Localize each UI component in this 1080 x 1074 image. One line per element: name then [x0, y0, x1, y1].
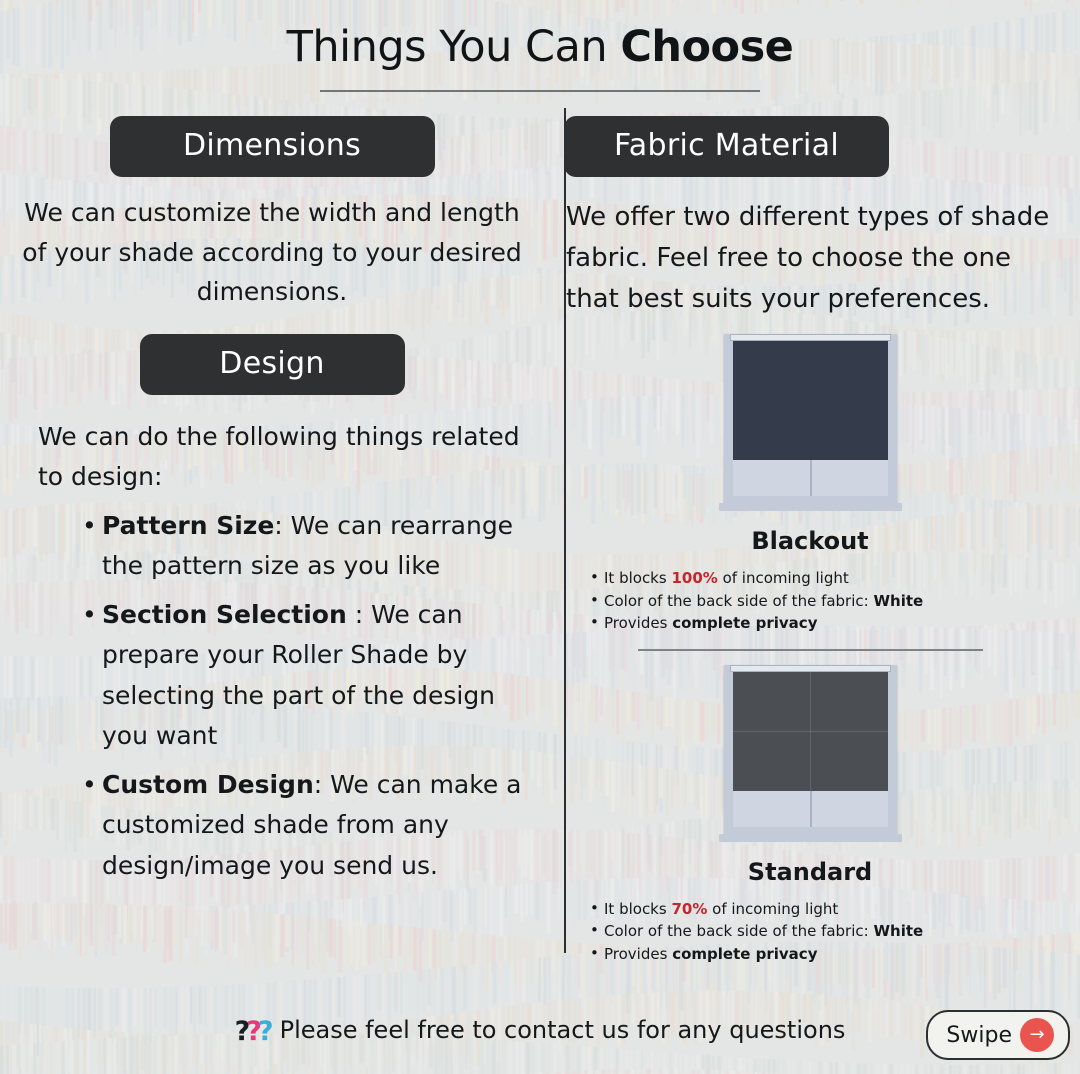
shade-block	[564, 334, 1056, 651]
spec-emphasis: complete privacy	[672, 944, 818, 963]
design-bullet-item	[82, 506, 524, 587]
footer-contact-text: Please feel free to contact us for any questions	[279, 1016, 846, 1044]
design-bullet-text: : We can rearrange the pattern size as you like	[102, 510, 514, 580]
swipe-label: Swipe	[946, 1022, 1012, 1048]
design-bullet-text: : We can prepare your Roller Shade by selecting the part of the design you want	[102, 599, 496, 750]
spec-text: of incoming light	[717, 569, 849, 588]
fabric-text: We offer two different types of shade fabric. Feel free to choose the one that best suits your preferences.	[566, 202, 1050, 315]
shade-name: Standard	[747, 857, 873, 886]
shade-spec-item	[590, 590, 1056, 613]
design-bullet-list	[20, 506, 524, 887]
question-mark-1: ?	[234, 1015, 247, 1047]
question-marks-icon	[234, 1015, 270, 1047]
shade-section-divider	[638, 649, 983, 651]
page-title-bold: Choose	[620, 22, 794, 72]
window-mullion	[810, 791, 812, 827]
spec-text: Provides	[604, 944, 673, 963]
footer	[0, 1004, 1080, 1064]
shade-fabric	[733, 671, 888, 791]
title-divider	[320, 90, 760, 92]
question-mark-3: ?	[257, 1015, 270, 1047]
spec-emphasis: White	[873, 591, 924, 610]
window-mullion	[810, 460, 812, 496]
spec-text: Color of the back side of the fabric:	[604, 591, 874, 610]
spec-text: of incoming light	[707, 899, 839, 918]
right-column	[540, 108, 1080, 965]
shade-spec-item	[590, 567, 1056, 590]
design-heading: Design	[140, 334, 405, 395]
left-column	[0, 108, 540, 965]
design-bullet-label: Section Selection	[102, 599, 347, 629]
design-bullet-item	[82, 595, 524, 757]
spec-text: It blocks	[604, 569, 672, 588]
window-illustration	[724, 334, 897, 505]
shade-spec-list	[564, 898, 1056, 966]
footer-contact	[0, 1004, 1080, 1047]
design-intro-text: We can do the following things related to design:	[38, 421, 520, 491]
shade-spec-item	[590, 898, 1056, 921]
spec-emphasis: White	[873, 922, 924, 941]
dimensions-heading: Dimensions	[110, 116, 435, 177]
swipe-button[interactable]	[926, 1010, 1070, 1060]
spec-percentage: 70%	[671, 899, 708, 918]
design-bullet-label: Custom Design	[102, 769, 314, 799]
shade-block	[564, 665, 1056, 966]
shade-spec-item	[590, 612, 1056, 635]
shade-fabric	[733, 340, 888, 460]
fabric-heading: Fabric Material	[564, 116, 889, 177]
spec-percentage: 100%	[671, 569, 718, 588]
content-columns	[0, 108, 1080, 965]
fabric-grid-horizontal	[733, 731, 888, 732]
dimensions-text: We can customize the width and length of your shade according to your desired dimensions.	[22, 198, 522, 306]
roller-tube	[730, 334, 891, 341]
page-title	[0, 0, 1080, 72]
design-bullet-text: : We can make a customized shade from any design/image you send us.	[102, 769, 522, 880]
spec-text: Provides	[604, 614, 673, 633]
shade-list	[564, 334, 1056, 965]
roller-tube	[730, 665, 891, 672]
question-mark-2: ?	[246, 1015, 258, 1047]
page-title-plain: Things You Can	[286, 22, 621, 72]
shade-name: Blackout	[751, 527, 869, 556]
shade-spec-list	[564, 567, 1056, 635]
window-illustration	[724, 665, 897, 836]
arrow-right-icon: →	[1020, 1018, 1054, 1052]
shade-spec-item	[590, 920, 1056, 943]
spec-emphasis: complete privacy	[672, 614, 818, 633]
window-sill	[719, 503, 902, 511]
design-bullet-label: Pattern Size	[102, 510, 275, 540]
design-bullet-item	[82, 765, 524, 887]
spec-text: It blocks	[604, 899, 672, 918]
column-divider	[564, 108, 566, 953]
spec-text: Color of the back side of the fabric:	[604, 922, 874, 941]
shade-spec-item	[590, 943, 1056, 966]
window-sill	[719, 834, 902, 842]
